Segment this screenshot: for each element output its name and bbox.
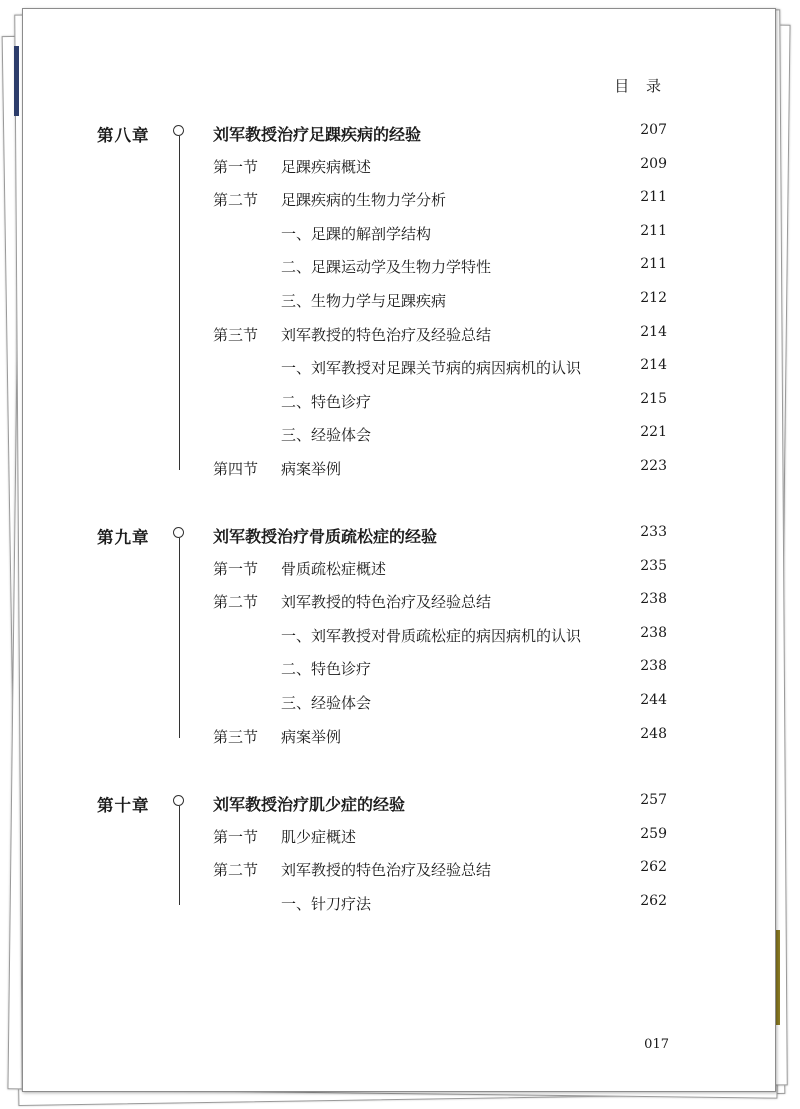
toc-entry-subsection[interactable]: [23, 256, 775, 278]
entry-page: 248: [640, 725, 667, 742]
section-label: 第三节: [213, 727, 259, 746]
entry-page: 209: [640, 155, 667, 172]
section-label: 第二节: [213, 861, 259, 880]
toc-entry-subsection[interactable]: [23, 692, 775, 714]
entry-title: 二、特色诊疗: [281, 660, 372, 679]
entry-title: 刘军教授的特色治疗及经验总结: [281, 325, 492, 344]
toc-entry-section[interactable]: [23, 591, 775, 613]
cover-edge-accent: [14, 46, 19, 116]
entry-page: 238: [640, 591, 667, 608]
toc-entry-section[interactable]: [23, 458, 775, 480]
section-label: 第三节: [213, 325, 259, 344]
entry-title: 一、足踝的解剖学结构: [281, 224, 432, 243]
chapter-label: 第八章: [97, 126, 150, 145]
entry-page: 257: [640, 792, 667, 808]
section-label: 第一节: [213, 559, 259, 578]
entry-title: 一、刘军教授对足踝关节病的病因病机的认识: [281, 359, 582, 378]
entry-title: 刘军教授的特色治疗及经验总结: [281, 593, 492, 612]
entry-title: 三、经验体会: [281, 694, 372, 712]
entry-title: 二、足踝运动学及生物力学特性: [281, 258, 492, 277]
toc-entry-subsection[interactable]: [23, 424, 775, 446]
entry-page: 259: [640, 825, 667, 842]
entry-page: 244: [640, 692, 667, 708]
toc-entry-section[interactable]: [23, 324, 775, 346]
chapter-label: 第十章: [97, 796, 150, 815]
entry-page: 211: [640, 189, 667, 206]
toc-entry-section[interactable]: [23, 558, 775, 580]
entry-page: 262: [640, 859, 667, 876]
toc-entry-subsection[interactable]: [23, 893, 775, 915]
toc-entry-subsection[interactable]: [23, 625, 775, 647]
entry-title: 足踝疾病的生物力学分析: [281, 191, 447, 210]
entry-page: 211: [640, 222, 667, 239]
timeline-line: [179, 806, 180, 905]
running-header: 目 录: [614, 77, 667, 95]
entry-title: 二、特色诊疗: [281, 392, 372, 411]
entry-page: 215: [640, 390, 667, 407]
section-label: 第一节: [213, 157, 259, 176]
entry-title: 一、针刀疗法: [281, 894, 372, 913]
entry-title: 刘军教授治疗骨质疏松症的经验: [213, 527, 438, 546]
section-label: 第二节: [213, 191, 259, 210]
entry-page: 211: [640, 256, 667, 273]
section-label: 第四节: [213, 460, 259, 478]
toc-entry-chapter[interactable]: [23, 122, 775, 144]
entry-page: 238: [640, 624, 667, 641]
entry-title: 刘军教授治疗足踝疾病的经验: [213, 125, 422, 144]
toc-entry-subsection[interactable]: [23, 223, 775, 245]
entry-page: 214: [640, 323, 667, 340]
entry-title: 刘军教授的特色治疗及经验总结: [281, 861, 492, 880]
entry-page: 238: [640, 658, 667, 675]
entry-title: 刘军教授治疗肌少症的经验: [213, 795, 406, 814]
toc-entry-subsection[interactable]: [23, 391, 775, 413]
chapter-label: 第九章: [97, 528, 150, 547]
entry-title: 足踝疾病概述: [281, 157, 372, 176]
entry-title: 骨质疏松症概述: [281, 559, 387, 578]
toc-entry-subsection[interactable]: [23, 357, 775, 379]
entry-page: 207: [640, 122, 667, 138]
toc-entry-section[interactable]: [23, 156, 775, 178]
toc-entry-section[interactable]: [23, 826, 775, 848]
entry-title: 一、刘军教授对骨质疏松症的病因病机的认识: [281, 626, 582, 645]
toc-entry-section[interactable]: [23, 859, 775, 881]
toc-entry-chapter[interactable]: [23, 524, 775, 546]
page-number: 017: [644, 1037, 669, 1052]
toc-entry-chapter[interactable]: [23, 792, 775, 814]
entry-title: 三、生物力学与足踝疾病: [281, 292, 447, 310]
entry-page: 262: [640, 892, 667, 909]
toc-entry-subsection[interactable]: [23, 658, 775, 680]
toc-entry-section[interactable]: [23, 726, 775, 748]
entry-title: 病案举例: [281, 727, 342, 746]
toc-entry-subsection[interactable]: [23, 290, 775, 312]
entry-page: 233: [640, 524, 667, 540]
entry-title: 肌少症概述: [281, 827, 357, 846]
entry-page: 212: [640, 290, 667, 306]
section-label: 第二节: [213, 593, 259, 612]
toc-page: [22, 8, 776, 1092]
section-label: 第一节: [213, 827, 259, 846]
entry-page: 214: [640, 357, 667, 374]
entry-page: 221: [640, 424, 667, 441]
entry-title: 病案举例: [281, 460, 342, 478]
entry-page: 223: [640, 458, 667, 474]
toc-entry-section[interactable]: [23, 189, 775, 211]
entry-page: 235: [640, 557, 667, 574]
entry-title: 三、经验体会: [281, 426, 372, 445]
